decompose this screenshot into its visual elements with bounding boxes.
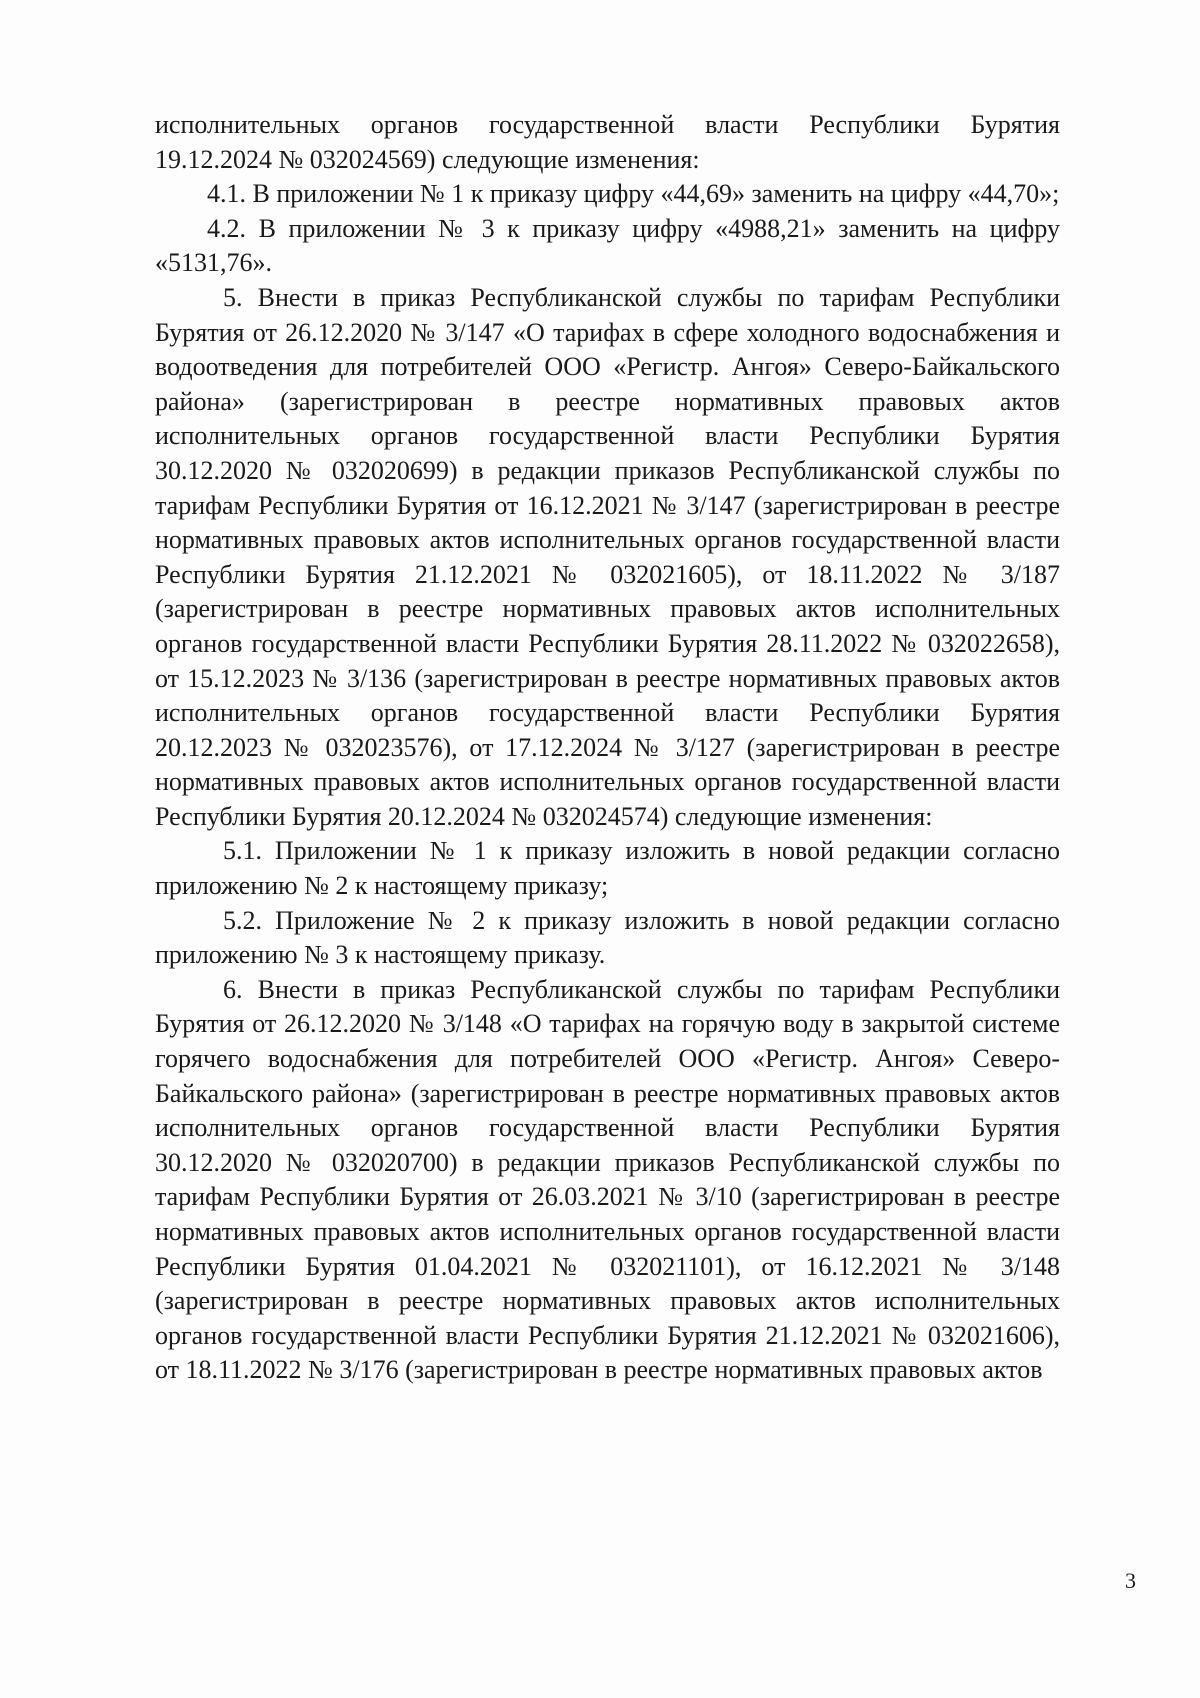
paragraph-5-2: 5.2. Приложение № 2 к приказу изложить в новой редакции согласно приложению № 3 к настоящему приказу. <box>155 905 1060 970</box>
paragraph-5-1: 5.1. Приложении № 1 к приказу изложить в новой редакции согласно приложению № 2 к настоящему приказу; <box>155 836 1060 901</box>
paragraph-6: 6. Внести в приказ Республиканской службы по тарифам Республики Бурятия от 26.12.2020 № 3/148 «О тарифах на горячую воду в закрытой системе горячего водоснабжения для потребителей ООО «Регистр. Ангоя» Северо-Байкальского района» (зарегистрирован в реестре нормативных правовых актов исполнительных органов государственной власти Республики Бурятия 30.12.2020 № 032020700) в редакции приказов Республиканской службы по тарифам Республики Бурятия от 26.03.2021 № 3/10 (зарегистрирован в реестре нормативных правовых актов исполнительных органов государственной власти Республики Бурятия 01.04.2021 № 032021101), от 16.12.2021 № 3/148 (зарегистрирован в реестре нормативных правовых актов исполнительных органов государственной власти Республики Бурятия 21.12.2021 № 032021606), от 18.11.2022 № 3/176 (зарегистрирован в реестре нормативных правовых актов <box>155 974 1060 1385</box>
page-number: 3 <box>1125 1568 1136 1593</box>
paragraph-4-1: 4.1. В приложении № 1 к приказу цифру «44,69» заменить на цифру «44,70»; <box>207 179 1060 209</box>
paragraph-4-2: 4.2. В приложении № 3 к приказу цифру «4988,21» заменить на цифру «5131,76». <box>155 213 1060 278</box>
paragraph-5: 5. Внести в приказ Республиканской службы по тарифам Республики Бурятия от 26.12.2020 № 3/147 «О тарифах в сфере холодного водоснабжения и водоотведения для потребителей ООО «Регистр. Ангоя» Северо-Байкальского района» (зарегистрирован в реестре нормативных правовых актов исполнительных органов государственной власти Республики Бурятия 30.12.2020 № 032020699) в редакции приказов Республиканской службы по тарифам Республики Бурятия от 16.12.2021 № 3/147 (зарегистрирован в реестре нормативных правовых актов исполнительных органов государственной власти Республики Бурятия 21.12.2021 № 032021605), от 18.11.2022 № 3/187 (зарегистрирован в реестре нормативных правовых актов исполнительных органов государственной власти Республики Бурятия 28.11.2022 № 032022658), от 15.12.2023 № 3/136 (зарегистрирован в реестре нормативных правовых актов исполнительных органов государственной власти Республики Бурятия 20.12.2023 № 032023576), от 17.12.2024 № 3/127 (зарегистрирован в реестре нормативных правовых актов исполнительных органов государственной власти Республики Бурятия 20.12.2024 № 032024574) следующие изменения: <box>155 282 1060 831</box>
document-body <box>155 108 1060 1388</box>
paragraph-continuation: исполнительных органов государственной власти Республики Бурятия 19.12.2024 № 032024569) следующие изменения: <box>155 110 1060 174</box>
